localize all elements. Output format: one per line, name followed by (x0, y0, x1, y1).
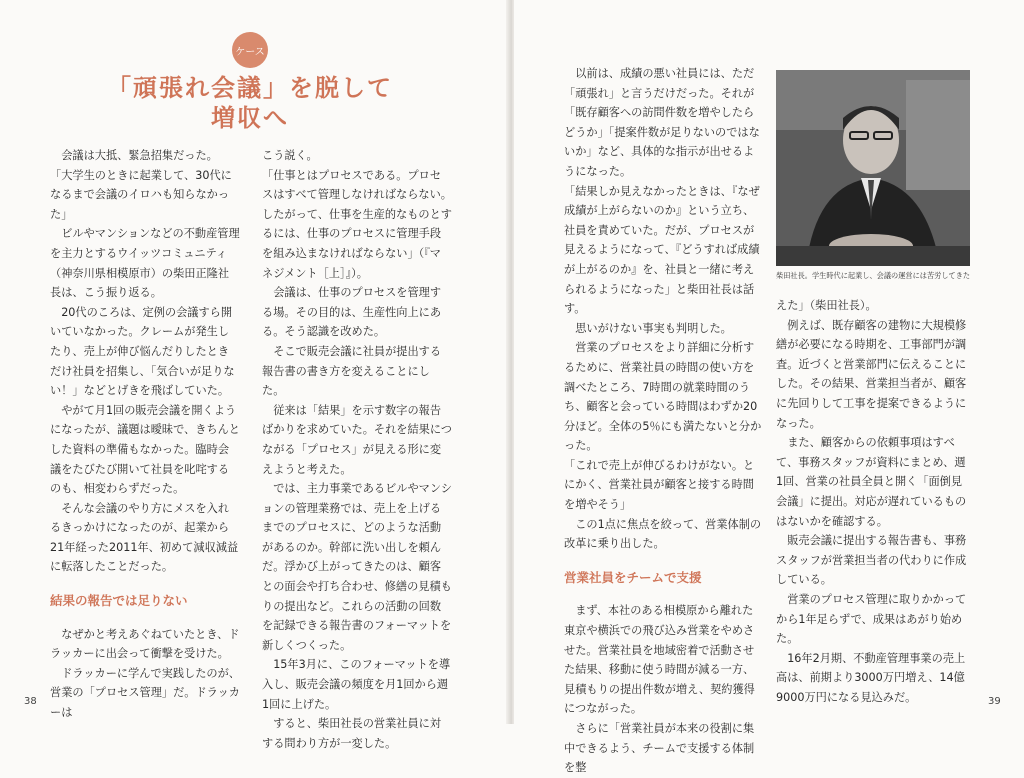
paragraph: 会議は大抵、緊急招集だった。 (61, 149, 218, 162)
paragraph: やがて月1回の販売会議を開くようになったが、議題は曖昧で、きちんとした資料の準備もなかった。臨時会議をたびたび開いて社員を叱咤するのも、相変わらずだった。 (50, 403, 240, 496)
portrait-photo-graphic (776, 70, 970, 266)
quote-paragraph: 「大学生のときに起業して、30代になるまで会議のイロハも知らなかった」 (50, 168, 232, 221)
paragraph: 以前は、成績の悪い社員には、ただ「頑張れ」と言うだけだった。それが「既存顧客への訪問件数を増やしたらどうか」「提案件数が足りないのではないか」など、具体的な指示が出せるようになった。 (564, 67, 760, 178)
right-column-2 (776, 296, 972, 707)
quote-paragraph: 「これで売上が伸びるわけがない。とにかく、営業社員が顧客と接する時間を増やそう」 (564, 458, 755, 512)
paragraph: すると、柴田社長の営業社員に対する問わり方が一変した。 (262, 717, 442, 750)
left-column-2 (262, 146, 452, 753)
paragraph: また、顧客からの依頼事項はすべて、事務スタッフが資料にまとめ、週1回、営業の社員全員と開く「面倒見会議」に提出。対応が遅れているものはないかを確認する。 (776, 436, 967, 528)
paragraph: では、主力事業であるビルやマンションの管理業務では、売上を上げるまでのプロセスに、どのような活動があるのか。幹部に洗い出しを頼んだ。浮かび上がってきたのは、顧客との面会や打ち合わせ、修繕の見積もりの提出など。これらの活動の回数を記録できる報告書のフォーマットを新しくつくった。 (262, 482, 452, 652)
article-title-line2: 増収へ (211, 104, 289, 132)
paragraph: 15年3月に、このフォーマットを導入し、販売会議の頻度を月1回から週1回に上げた。 (262, 658, 451, 711)
quote-paragraph: 「仕事とはプロセスである。プロセスはすべて管理しなければならない。したがって、仕事を生産的なものとするには、仕事のプロセスに管理手段を組み込まなければならない」（『マネジメント［上］』）。 (262, 168, 452, 280)
case-badge: ケース (232, 32, 268, 68)
paragraph: 従来は「結果」を示す数字の報告ばかりを求めていた。それを結果につながる「プロセス」が見える形に変えようと考えた。 (262, 403, 452, 476)
paragraph: この1点に焦点を絞って、営業体制の改革に乗り出した。 (564, 517, 762, 551)
paragraph: まず、本社のある相模原から離れた東京や横浜での飛び込み営業をやめさせた。営業社員を地域密着で活動させた結果、移動に使う時間が減る一方、見積もりの提出件数が増え、契約獲得につながった。 (564, 604, 755, 716)
paragraph: なぜかと考えあぐねていたとき、ドラッカーに出会って衝撃を受けた。 (50, 627, 240, 661)
paragraph: ビルやマンションなどの不動産管理を主力とするウイッツコミュニティ（神奈川県相模原市）の柴田正隆社長は、こう振り返る。 (50, 227, 240, 300)
paragraph: 会議は、仕事のプロセスを管理する場。その目的は、生産性向上にある。そう認識を改めた。 (262, 286, 442, 339)
section-heading: 結果の報告では足りない (50, 593, 188, 609)
article-title-line1: 「頑張れ会議」を脱して (107, 74, 393, 102)
left-page (0, 0, 510, 750)
paragraph: ドラッカーに学んで実践したのが、営業の「プロセス管理」だ。ドラッカーは (50, 666, 240, 720)
paragraph: 20代のころは、定例の会議すら開いていなかった。クレームが発生したり、売上が伸び悩んだりしたときだけ社員を招集し、「気合いが足りない！」などとげきを飛ばしていた。 (50, 305, 235, 398)
section-heading: 営業社員をチームで支援 (564, 569, 702, 585)
photo-caption: 柴田社長。学生時代に起業し、会議の運営には苦労してきた (776, 271, 971, 280)
paragraph: さらに「営業社員が本来の役割に集中できるよう、チームで支援する体制を整 (564, 722, 755, 775)
portrait-photo (776, 70, 970, 266)
paragraph: 営業のプロセス管理に取りかかってから1年足らずで、成果はあがり始めた。 (776, 592, 967, 646)
left-column-1 (50, 146, 240, 723)
right-page (514, 0, 1024, 775)
paragraph: えた」（柴田社長）。 (776, 299, 877, 312)
paragraph: そんな会議のやり方にメスを入れるきっかけになったのが、起業から21年経った2011年、初めて減収減益に転落したことだった。 (50, 501, 239, 574)
quote-paragraph: 「結果しか見えなかったときは、『なぜ成績が上がらないのか』という立ち、社員を責めていた。だが、プロセスが見えるようになって、『どうすれば成績が上がるのか』を、社員と一緒に考えられるようになった」と柴田社長は話す。 (564, 184, 760, 316)
paragraph: こう説く。 (262, 149, 318, 162)
paragraph: 16年2月期、不動産管理事業の売上高は、前期より3000万円増え、14億9000万円になる見込みだ。 (776, 651, 966, 704)
page-number-right: 39 (988, 696, 1001, 707)
paragraph: 営業のプロセスをより詳細に分析するために、営業社員の時間の使い方を調べたところ、7時間の就業時間のうち、顧客と会っている時間はわずか20分ほど。全体の5％にも満たないと分かった。 (564, 341, 762, 453)
right-column-1 (564, 64, 764, 778)
paragraph: 思いがけない事実も判明した。 (575, 321, 732, 335)
paragraph: そこで販売会議に社員が提出する報告書の書き方を変えることにした。 (262, 344, 442, 398)
paragraph: 販売会議に提出する報告書も、事務スタッフが営業担当者の代わりに作成している。 (776, 534, 967, 587)
page-number-left: 38 (24, 696, 37, 707)
paragraph: 例えば、既存顧客の建物に大規模修繕が必要になる時期を、工事部門が調査。近づくと営業部門に伝えることにした。その結果、営業担当者が、顧客に先回りして工事を提案できるようになった。 (776, 318, 967, 430)
